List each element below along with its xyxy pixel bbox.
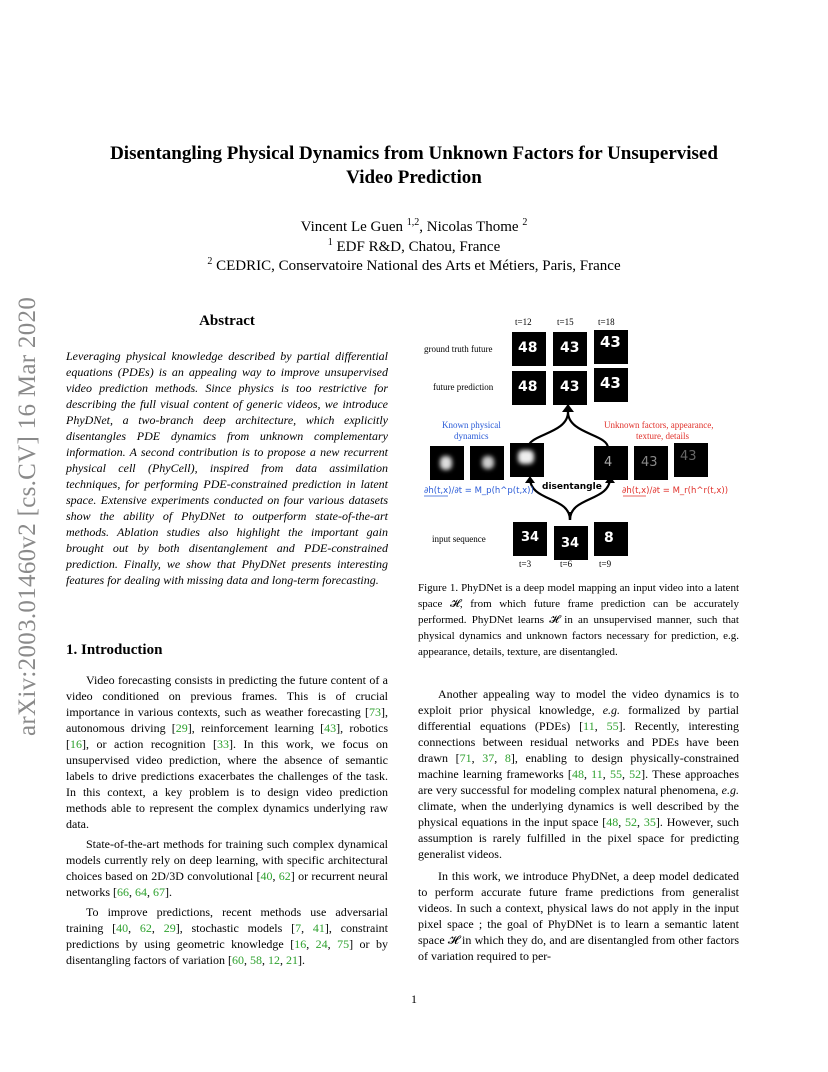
disentangle-label: disentangle xyxy=(542,482,602,492)
time-label-t12: t=12 xyxy=(515,317,532,327)
right-column-text xyxy=(418,686,739,964)
citation-link[interactable]: 55 xyxy=(606,719,619,733)
citation-link[interactable]: 55 xyxy=(609,767,622,781)
citation-link[interactable]: 67 xyxy=(153,885,165,899)
title-line-1: Disentangling Physical Dynamics from Unknown Factors for Unsupervised xyxy=(110,143,718,164)
citation-link[interactable]: 29 xyxy=(175,721,188,735)
citation-link[interactable]: 66 xyxy=(117,885,129,899)
paper-title xyxy=(80,142,748,190)
arxiv-identifier-text: arXiv:2003.01460v2 [cs.CV] 16 Mar 2020 xyxy=(14,296,41,736)
right-paragraph-2: In this work, we introduce PhyDNet, a deep model dedicated to perform accurate future frame predictions from generalist videos. In such a context, physical laws do not apply in the input pixel space ; the goal of PhyDNet is to learn a semantic latent space 𝓗 in which they do, and are disentangled from other factors of variation required to per- xyxy=(418,869,739,963)
author-block xyxy=(80,218,748,277)
row-label-ground-truth: ground truth future xyxy=(424,344,493,354)
residual-frame-2: 43 xyxy=(634,446,668,480)
citation-link[interactable]: 16 xyxy=(70,737,82,751)
residual-frame-1: 4 xyxy=(594,446,628,480)
title-line-2: Video Prediction xyxy=(346,167,482,188)
intro-paragraph-1: Video forecasting consists in predicting the future content of a video conditioned on previous frames. This is of crucial importance in various contexts, such as weather forecasting [73], autonomous driving [29], reinforcement learning [43], robotics [16], or action recognition [33]. In this work, we focus on unsupervised video prediction, where the absence of semantic labels to drive predictions exacerbates the challenges of the task. In this context, a key problem is to design video prediction methods able to represent the complex dynamics underlying raw data. xyxy=(66,673,388,831)
unknown-factors-label-2: texture, details xyxy=(636,431,689,441)
citation-link[interactable]: 41 xyxy=(312,921,325,935)
introduction-column xyxy=(66,672,388,968)
intro-paragraph-3: To improve predictions, recent methods use adversarial training [40, 62, 29], stochastic models [7, 41], constraint predictions by using geometric knowledge [16, 24, 75] or by disentangling factors of variation [60, 58, 12, 21]. xyxy=(66,905,389,967)
figure-1 xyxy=(418,316,740,572)
equation-physical: ∂h(t,x)/∂t = M_p(h^p(t,x)) xyxy=(424,486,534,496)
citation-link[interactable]: 21 xyxy=(285,953,298,967)
gt-frame-2: 43 xyxy=(553,332,587,366)
abstract-body: Leveraging physical knowledge described by partial differential equations (PDEs) is an appealing way to improve unsupervised video prediction methods. Since physics is too restrictive for describing the full visual content of generic videos, we introduce PhyDNet, a two-branch deep architecture, which explicitly disentangles PDE dynamics from unknown complementary information. A second contribution is to propose a new recurrent physical cell (PhyCell), inspired from data assimilation techniques, for performing PDE-constrained prediction in latent space. Extensive experiments conducted on four various datasets show the ability of PhyDNet to outperform state-of-the-art methods. Ablation studies also highlight the important gain brought out by both disentanglement and PDE-constrained prediction. Finally, we show that PhyDNet presents interesting features for dealing with missing data and long-term forecasting. xyxy=(66,349,388,587)
affiliation-2: $^2$ CEDRIC, Conservatoire National des Arts et Métiers, Paris, France xyxy=(207,256,621,274)
citation-link[interactable]: 43 xyxy=(324,721,337,735)
input-frame-3: 8 xyxy=(594,522,628,556)
intro-paragraph-2: State-of-the-art methods for training such complex dynamical models currently rely on deep learning, with specific architectural choices based on 2D/3D convolutional [40, 62] or recurrent neural networks [66, 64, 67]. xyxy=(66,837,388,899)
time-label-t18: t=18 xyxy=(598,317,615,327)
physical-frame-1 xyxy=(430,446,464,480)
equation-residual: ∂h(t,x)/∂t = M_r(h^r(t,x)) xyxy=(622,486,729,496)
pred-frame-3: 43 xyxy=(594,368,628,402)
residual-frame-3: 43 xyxy=(674,443,708,477)
row-label-input-sequence: input sequence xyxy=(432,534,486,544)
citation-link[interactable]: 75 xyxy=(337,937,350,951)
section-heading-introduction: 1. Introduction xyxy=(66,642,163,658)
citation-link[interactable]: 11 xyxy=(591,767,603,781)
abstract-heading: Abstract xyxy=(199,313,255,329)
citation-link[interactable]: 48 xyxy=(606,815,619,829)
gt-frame-1: 48 xyxy=(512,332,546,366)
citation-link[interactable]: 11 xyxy=(583,719,595,733)
citation-link[interactable]: 73 xyxy=(369,705,381,719)
pred-frame-2: 43 xyxy=(553,371,587,405)
citation-link[interactable]: 33 xyxy=(216,737,229,751)
figure-1-caption: Figure 1. PhyDNet is a deep model mapping an input video into a latent space 𝓗, from which future frame prediction can be accurately performed. PhyDNet learns 𝓗 in an unsupervised manner, such that physical dynamics and unknown factors necessary for prediction, e.g. appearance, details, texture, are disentangled. xyxy=(418,582,739,658)
citation-link[interactable]: 35 xyxy=(643,815,656,829)
citation-link[interactable]: 40 xyxy=(260,869,273,883)
citation-link[interactable]: 37 xyxy=(482,751,495,765)
citation-link[interactable]: 60 xyxy=(231,953,244,967)
input-frame-1: 34 xyxy=(513,522,547,556)
gt-frame-3: 43 xyxy=(594,330,628,364)
citation-link[interactable]: 12 xyxy=(267,953,280,967)
citation-link[interactable]: 62 xyxy=(278,869,291,883)
unknown-factors-label-1: Unknown factors, appearance, xyxy=(604,420,714,430)
citation-link[interactable]: 62 xyxy=(139,921,152,935)
physical-frame-3 xyxy=(510,443,544,477)
citation-link[interactable]: 48 xyxy=(571,767,584,781)
known-dynamics-label-1: Known physical xyxy=(442,420,501,430)
time-label-t6: t=6 xyxy=(560,559,573,569)
known-dynamics-label-2: dynamics xyxy=(454,431,489,441)
citation-link[interactable]: 52 xyxy=(625,815,638,829)
citation-link[interactable]: 8 xyxy=(504,751,511,765)
citation-link[interactable]: 16 xyxy=(294,937,307,951)
time-label-t9: t=9 xyxy=(599,559,612,569)
pred-frame-1: 48 xyxy=(512,371,546,405)
time-label-t15: t=15 xyxy=(557,317,574,327)
time-label-t3: t=3 xyxy=(519,559,532,569)
citation-link[interactable]: 24 xyxy=(315,937,328,951)
citation-link[interactable]: 64 xyxy=(135,885,147,899)
citation-link[interactable]: 71 xyxy=(459,751,472,765)
right-paragraph-1: Another appealing way to model the video dynamics is to exploit prior physical knowledge, e.g. formalized by partial differential equations (PDEs) [11, 55]. Recently, interesting connections between residual networks and PDEs have been drawn [71, 37, 8], enabling to design physically-constrained machine learning frameworks [48, 11, 55, 52]. These approaches are very successful for modeling complex natural phenomena, e.g. climate, when the underlying dynamics is well described by the physical equations in the input space [48, 52, 35]. However, such assumption is rarely fulfilled in the pixel space for predicting generalist videos. xyxy=(418,687,740,861)
citation-link[interactable]: 7 xyxy=(295,921,302,935)
row-label-future-prediction: future prediction xyxy=(433,382,494,392)
page-number: 1 xyxy=(411,992,417,1006)
affiliation-1: $^1$ EDF R&D, Chatou, France xyxy=(327,236,501,255)
author-names: Vincent Le Guen $^{1,2}$, Nicolas Thome $^2$ xyxy=(300,217,528,235)
citation-link[interactable]: 58 xyxy=(249,953,262,967)
arxiv-identifier xyxy=(2,280,62,740)
input-frame-2: 34 xyxy=(554,526,588,560)
citation-link[interactable]: 29 xyxy=(163,921,176,935)
citation-link[interactable]: 40 xyxy=(116,921,129,935)
citation-link[interactable]: 52 xyxy=(629,767,642,781)
physical-frame-2 xyxy=(470,446,504,480)
